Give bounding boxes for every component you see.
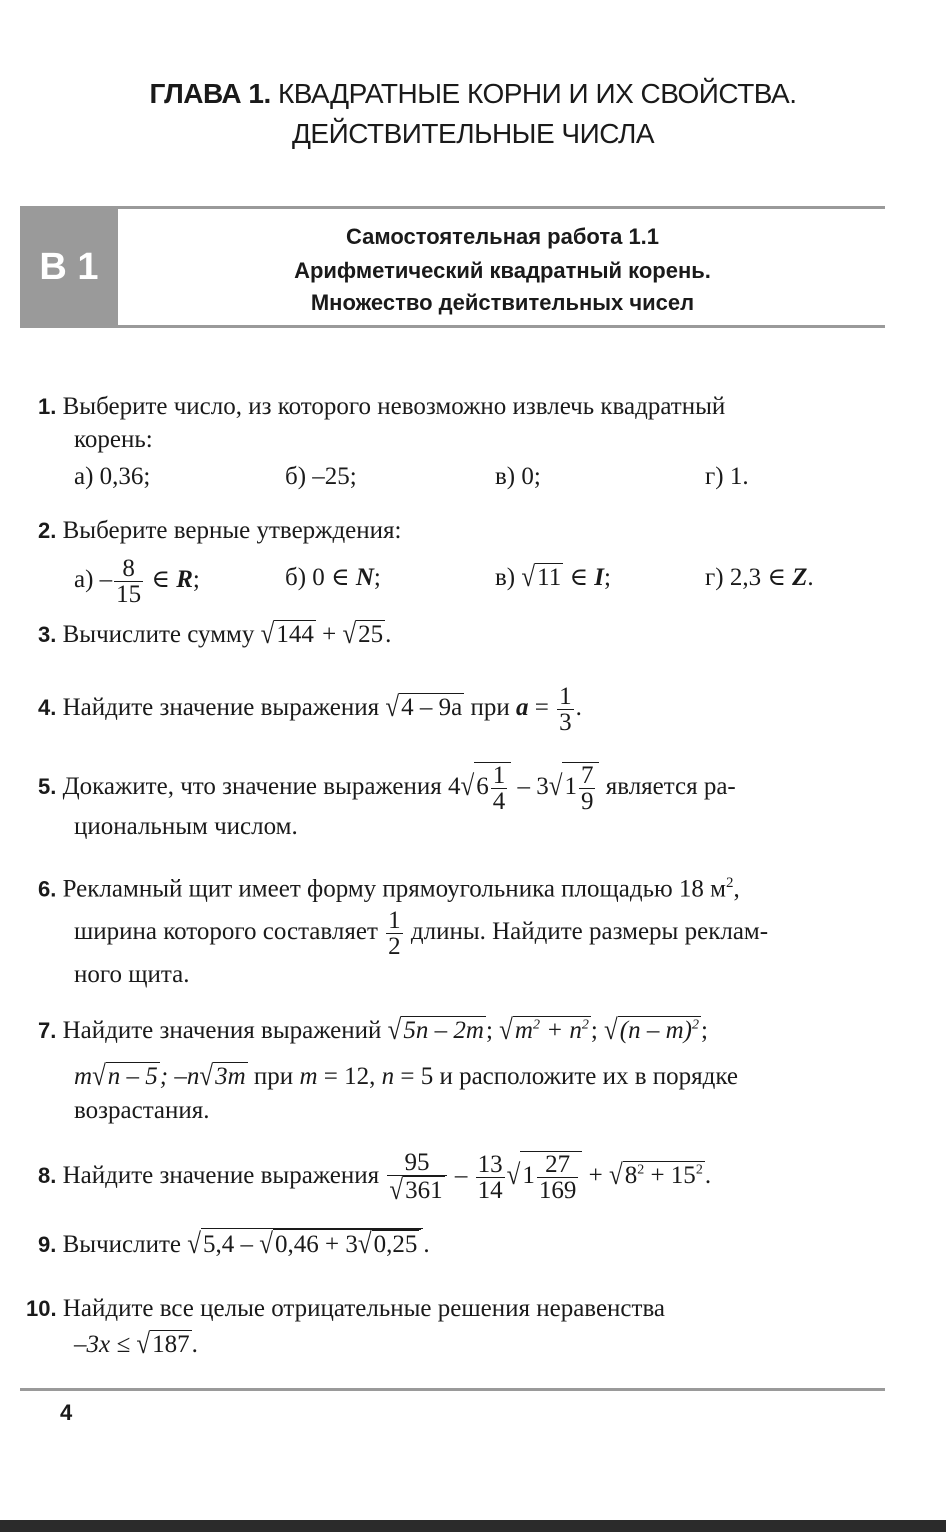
task-1-line2: корень: (74, 426, 153, 453)
task-6-line3: ного щита. (74, 961, 190, 988)
task-7: 7. Найдите значения выражений √5n – 2m; $√m^2 + n^2$; √(n – m)$^2$; (38, 1014, 708, 1046)
task-7-line3: возрастания. (74, 1097, 210, 1124)
task-2-option-c: в) √11 ∈ I; (495, 561, 611, 593)
topic-line1: Арифметический квадратный корень. (294, 258, 711, 283)
task-6-line2: ширина которого составляет $\frac{1}{2}$ длины. Найдите размеры реклам- (74, 907, 769, 960)
task-10-line2: –3x ≤ √187. (74, 1328, 198, 1360)
task-2: 2. Выберите верные утверждения: (38, 517, 402, 544)
task-5: 5. Докажите, что значение выражения 4√6 $\frac{1}{4}$ – 3√1 $\frac{7}{9}$ является ра- (38, 762, 736, 815)
task-2-option-d: г) 2,3 ∈ Z. (705, 564, 814, 591)
task-2-option-a: а) – $\frac{8}{15}$ ∈ R; (74, 555, 200, 608)
variant-badge: В 1 (20, 209, 118, 325)
task-1-option-d: г) 1. (705, 463, 749, 490)
task-6: 6. Рекламный щит имеет форму прямоугольника площадью 18 $м^2$, (38, 875, 740, 903)
task-3: 3. Вычислите сумму √144 + √25. (38, 618, 392, 650)
work-title: Самостоятельная работа 1.1 (345, 224, 660, 249)
task-7-line2: m√n – 5; –n√3m при m = 12, n = 5 и расположите их в порядке (74, 1060, 739, 1092)
chapter-title-line1: ГЛАВА 1. КВАДРАТНЫЕ КОРНИ И ИХ СВОЙСТВА. (149, 78, 797, 109)
footer-rule (20, 1388, 885, 1391)
bottom-bar (0, 1520, 946, 1532)
task-9: 9. Вычислите √5,4 – √0,46 + 3√0,25 . (38, 1228, 430, 1260)
task-1-option-c: в) 0; (495, 463, 541, 490)
topic-line2: Множество действительных чисел (310, 290, 695, 315)
header-bottom-rule (20, 325, 885, 328)
task-1-option-a: а) 0,36; (74, 463, 151, 490)
task-4: 4. Найдите значение выражения √4 – 9a при a = $\frac{1}{3}$ . (38, 683, 582, 736)
task-1-option-b: б) –25; (285, 463, 357, 490)
page-number: 4 (60, 1400, 73, 1425)
task-10: 10. Найдите все целые отрицательные решения неравенства (26, 1295, 666, 1322)
task-5-line2: циональным числом. (74, 813, 298, 840)
header-top-rule (20, 206, 885, 209)
task-8: 8. Найдите значение выражения $\frac{95}{√361}$ – $\frac{13}{14}$ √1 $\frac{27}{169}$ + $√8^2 + 15^2$. (38, 1149, 712, 1207)
chapter-title-line2: ДЕЙСТВИТЕЛЬНЫЕ ЧИСЛА (291, 118, 655, 149)
task-2-option-b: б) 0 ∈ N; (285, 564, 381, 591)
task-1: 1. Выберите число, из которого невозможно извлечь квадратный (38, 393, 726, 420)
